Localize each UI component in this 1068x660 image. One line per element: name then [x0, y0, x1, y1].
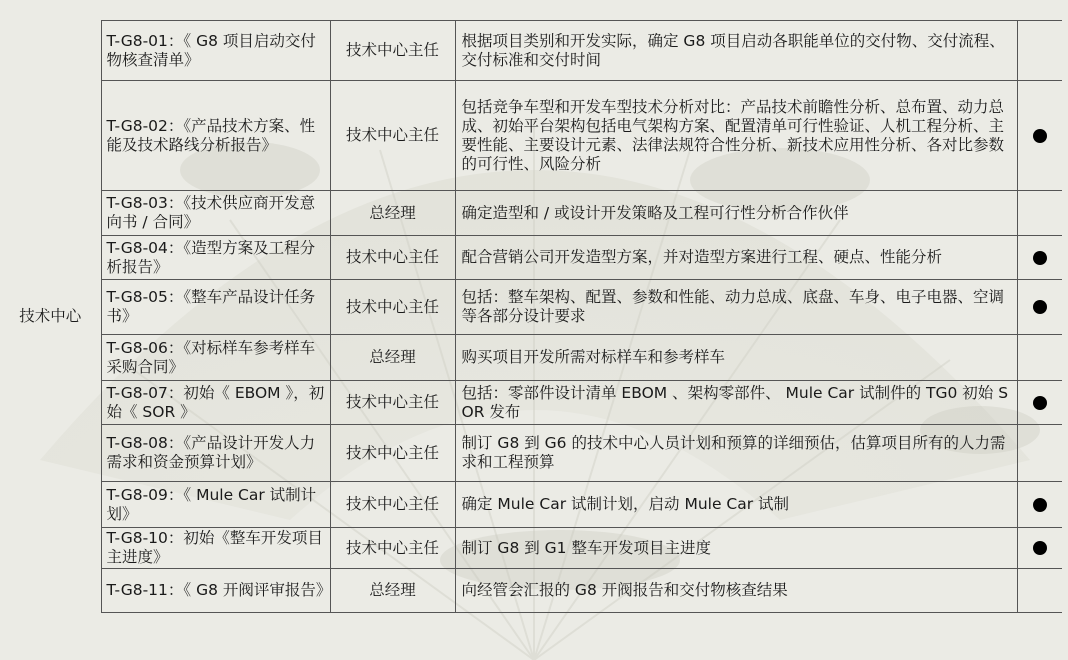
deliverable-code: T-G8-04：《造型方案及工程分析报告》 [101, 236, 330, 280]
key-marker-cell [1017, 482, 1062, 528]
description-cell: 制订 G8 到 G1 整车开发项目主进度 [455, 528, 1017, 569]
key-deliverable-dot-icon [1033, 300, 1047, 314]
table-row [0, 482, 1062, 528]
key-deliverable-dot-icon [1033, 498, 1047, 512]
table-row [0, 21, 1062, 81]
description-cell: 根据项目类别和开发实际，确定 G8 项目启动各职能单位的交付物、交付流程、交付标准和交付时间 [455, 21, 1017, 81]
key-marker-cell [1017, 236, 1062, 280]
description-cell: 确定造型和 / 或设计开发策略及工程可行性分析合作伙伴 [455, 191, 1017, 236]
key-deliverable-dot-icon [1033, 541, 1047, 555]
description-cell: 包括竞争车型和开发车型技术分析对比：产品技术前瞻性分析、总布置、动力总成、初始平台架构包括电气架构方案、配置清单可行性验证、人机工程分析、主要性能、主要设计元素、法律法规符合性分析、新技术应用性分析、各对比参数的可行性、风险分析 [455, 81, 1017, 191]
table-row [0, 236, 1062, 280]
approver-cell: 总经理 [330, 569, 455, 613]
deliverable-code: T-G8-06：《对标样车参考样车采购合同》 [101, 335, 330, 381]
deliverable-code: T-G8-05：《整车产品设计任务书》 [101, 280, 330, 335]
description-cell: 包括：整车架构、配置、参数和性能、动力总成、底盘、车身、电子电器、空调等各部分设计要求 [455, 280, 1017, 335]
description-cell: 向经管会汇报的 G8 开阀报告和交付物核查结果 [455, 569, 1017, 613]
key-marker-cell [1017, 191, 1062, 236]
key-marker-cell [1017, 335, 1062, 381]
table-row [0, 81, 1062, 191]
deliverable-code: T-G8-08：《产品设计开发人力需求和资金预算计划》 [101, 425, 330, 482]
approver-cell: 总经理 [330, 335, 455, 381]
table-row [0, 569, 1062, 613]
table-row [0, 335, 1062, 381]
key-marker-cell [1017, 381, 1062, 425]
key-marker-cell [1017, 21, 1062, 81]
deliverable-code: T-G8-11：《 G8 开阀评审报告》 [101, 569, 330, 613]
deliverable-code: T-G8-03：《技术供应商开发意向书 / 合同》 [101, 191, 330, 236]
deliverables-table [0, 20, 1062, 613]
deliverable-code: T-G8-02：《产品技术方案、性能及技术路线分析报告》 [101, 81, 330, 191]
approver-cell: 技术中心主任 [330, 482, 455, 528]
approver-cell: 技术中心主任 [330, 236, 455, 280]
approver-cell: 技术中心主任 [330, 528, 455, 569]
key-marker-cell [1017, 425, 1062, 482]
key-marker-cell [1017, 528, 1062, 569]
table-row [0, 191, 1062, 236]
approver-cell: 技术中心主任 [330, 21, 455, 81]
description-cell: 配合营销公司开发造型方案，并对造型方案进行工程、硬点、性能分析 [455, 236, 1017, 280]
approver-cell: 总经理 [330, 191, 455, 236]
table-row [0, 425, 1062, 482]
table-row [0, 381, 1062, 425]
approver-cell: 技术中心主任 [330, 81, 455, 191]
deliverable-code: T-G8-10：初始《整车开发项目主进度》 [101, 528, 330, 569]
description-cell: 确定 Mule Car 试制计划，启动 Mule Car 试制 [455, 482, 1017, 528]
deliverable-code: T-G8-09：《 Mule Car 试制计划》 [101, 482, 330, 528]
description-cell: 包括：零部件设计清单 EBOM 、架构零部件、 Mule Car 试制件的 TG0 初始 SOR 发布 [455, 381, 1017, 425]
deliverable-code: T-G8-07：初始《 EBOM 》，初始《 SOR 》 [101, 381, 330, 425]
approver-cell: 技术中心主任 [330, 280, 455, 335]
description-cell: 制订 G8 到 G6 的技术中心人员计划和预算的详细预估，估算项目所有的人力需求和工程预算 [455, 425, 1017, 482]
key-deliverable-dot-icon [1033, 129, 1047, 143]
key-marker-cell [1017, 81, 1062, 191]
table-row [0, 528, 1062, 569]
key-marker-cell [1017, 280, 1062, 335]
department-cell: 技术中心 [0, 21, 101, 613]
table-row [0, 280, 1062, 335]
description-cell: 购买项目开发所需对标样车和参考样车 [455, 335, 1017, 381]
approver-cell: 技术中心主任 [330, 381, 455, 425]
approver-cell: 技术中心主任 [330, 425, 455, 482]
key-marker-cell [1017, 569, 1062, 613]
key-deliverable-dot-icon [1033, 251, 1047, 265]
deliverable-code: T-G8-01：《 G8 项目启动交付物核查清单》 [101, 21, 330, 81]
key-deliverable-dot-icon [1033, 396, 1047, 410]
